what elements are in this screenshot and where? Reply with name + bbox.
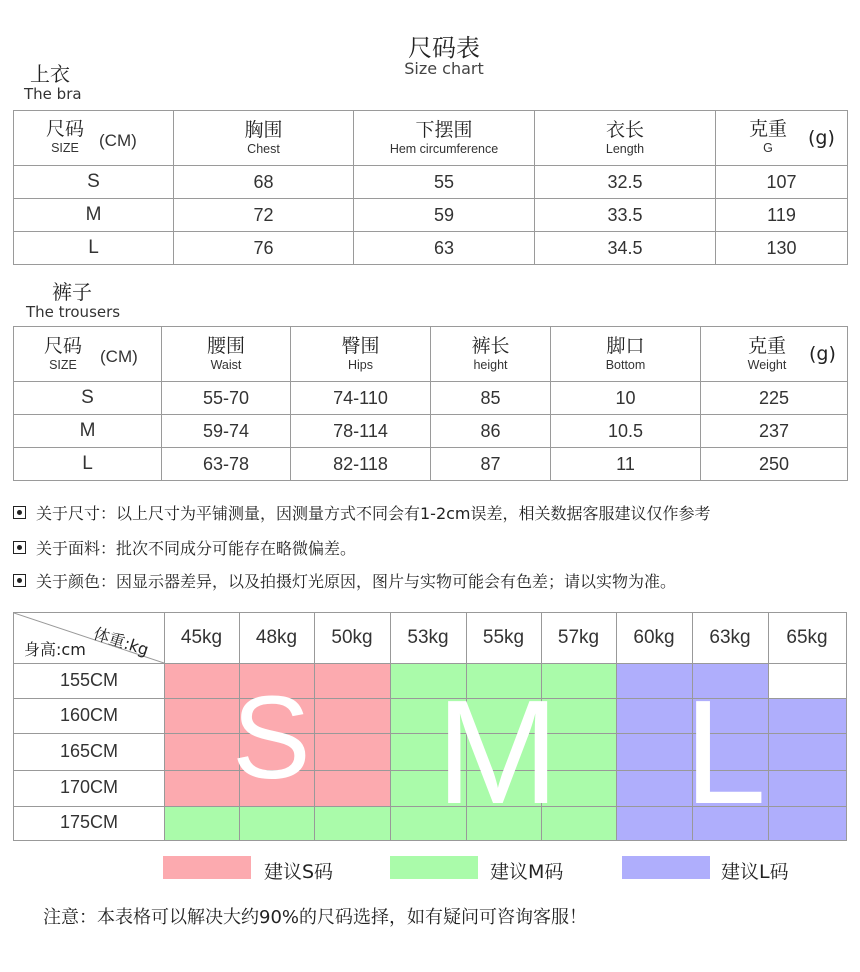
weight-header: 63kg (709, 627, 751, 648)
note-color: 关于颜色：因显示器差异，以及拍摄灯光原因，图片与实物可能会有色差；请以实物为准。 (13, 569, 676, 592)
table-cell: 130 (716, 232, 848, 265)
corner-weight-label: 体重:kg (91, 623, 152, 660)
top-header-size: 尺码 SIZE (CM) (14, 111, 174, 166)
table-cell: 119 (716, 199, 848, 232)
table-cell: 10 (551, 382, 701, 415)
corner-height-label: 身高:cm (24, 640, 86, 659)
top-size-table (13, 110, 848, 265)
top-table-header-row (14, 111, 848, 166)
table-cell: 34.5 (535, 232, 716, 265)
bottom-header-size: 尺码 SIZE (CM) (14, 327, 162, 382)
size-cell: L (14, 448, 162, 481)
table-row (14, 382, 848, 415)
bottom-section-subtitle: The trousers (26, 303, 121, 321)
note-fabric: 关于面料：批次不同成分可能存在略微偏差。 (13, 536, 356, 559)
weight-header: 48kg (255, 627, 298, 648)
table-cell: 87 (431, 448, 551, 481)
table-cell: 63-78 (162, 448, 291, 481)
table-cell: 85 (431, 382, 551, 415)
height-label: 160CM (59, 704, 119, 725)
bottom-header-weight: 克重 Weight (g) (701, 327, 848, 382)
radio-bullet-icon (13, 541, 26, 554)
size-s-letter: S (232, 672, 311, 804)
table-cell: 107 (716, 166, 848, 199)
page-title: 尺码表 (408, 34, 480, 62)
size-cell: S (14, 382, 162, 415)
table-cell: 59-74 (162, 415, 291, 448)
bottom-section-title: 裤子 (52, 280, 92, 304)
table-cell: 72 (174, 199, 354, 232)
weight-header: 53kg (407, 627, 449, 648)
note-size: 关于尺寸：以上尺寸为平铺测量，因测量方式不同会有1-2cm误差，相关数据客服建议仅作参考 (13, 501, 711, 524)
weight-header: 57kg (557, 627, 600, 648)
footer-note: 注意：本表格可以解决大约90%的尺码选择，如有疑问可咨询客服！ (43, 907, 588, 928)
grid-layer (14, 613, 846, 840)
table-cell: 10.5 (551, 415, 701, 448)
table-cell: 82-118 (291, 448, 431, 481)
bottom-header-waist: 腰围 Waist (162, 327, 291, 382)
height-label: 175CM (59, 812, 119, 832)
table-cell: 76 (174, 232, 354, 265)
weight-header: 50kg (331, 627, 373, 648)
table-cell: 74-110 (291, 382, 431, 415)
height-label: 165CM (59, 740, 119, 761)
legend-swatch-s (163, 856, 251, 879)
table-cell: 33.5 (535, 199, 716, 232)
size-cell: M (14, 415, 162, 448)
table-cell: 86 (431, 415, 551, 448)
bottom-size-table (13, 326, 848, 481)
height-label: 170CM (59, 777, 119, 797)
bottom-table-header-row (14, 327, 848, 382)
table-cell: 63 (354, 232, 535, 265)
size-l-region (768, 698, 846, 840)
top-header-weight: 克重 G (g) (716, 111, 848, 166)
table-row (14, 199, 848, 232)
legend-swatch-l (622, 856, 710, 879)
size-cell: S (14, 166, 174, 199)
bottom-header-height: 裤长 height (431, 327, 551, 382)
table-cell: 55 (354, 166, 535, 199)
table-cell: 32.5 (535, 166, 716, 199)
table-cell: 237 (701, 415, 848, 448)
weight-header: 45kg (180, 627, 223, 648)
legend-label-m: 建议M码 (490, 861, 564, 883)
size-m-letter: M (436, 670, 560, 835)
top-header-hem: 下摆围 Hem circumference (354, 111, 535, 166)
top-section-title: 上衣 (30, 62, 70, 86)
page-subtitle: Size chart (404, 59, 484, 78)
legend-label-l: 建议L码 (721, 861, 789, 883)
legend-swatch-m (390, 856, 478, 879)
size-grid (13, 612, 847, 841)
table-cell: 250 (701, 448, 848, 481)
table-row (14, 448, 848, 481)
table-row (14, 415, 848, 448)
table-cell: 68 (174, 166, 354, 199)
table-row (14, 232, 848, 265)
table-cell: 59 (354, 199, 535, 232)
height-label: 155CM (59, 669, 119, 690)
top-header-chest: 胸围 Chest (174, 111, 354, 166)
bottom-header-bottom: 脚口 Bottom (551, 327, 701, 382)
grid-line (14, 663, 846, 664)
weight-header: 65kg (786, 627, 828, 648)
weight-header: 60kg (633, 627, 675, 648)
weight-header: 55kg (482, 627, 525, 648)
legend-label-s: 建议S码 (264, 861, 334, 883)
radio-bullet-icon (13, 506, 26, 519)
table-cell: 55-70 (162, 382, 291, 415)
size-m-region (164, 806, 390, 840)
bottom-header-hips: 臀围 Hips (291, 327, 431, 382)
table-cell: 11 (551, 448, 701, 481)
top-section-subtitle: The bra (24, 85, 82, 103)
table-row (14, 166, 848, 199)
top-header-length: 衣长 Length (535, 111, 716, 166)
size-cell: M (14, 199, 174, 232)
size-cell: L (14, 232, 174, 265)
size-l-letter: L (684, 670, 767, 835)
radio-bullet-icon (13, 574, 26, 587)
table-cell: 225 (701, 382, 848, 415)
table-cell: 78-114 (291, 415, 431, 448)
